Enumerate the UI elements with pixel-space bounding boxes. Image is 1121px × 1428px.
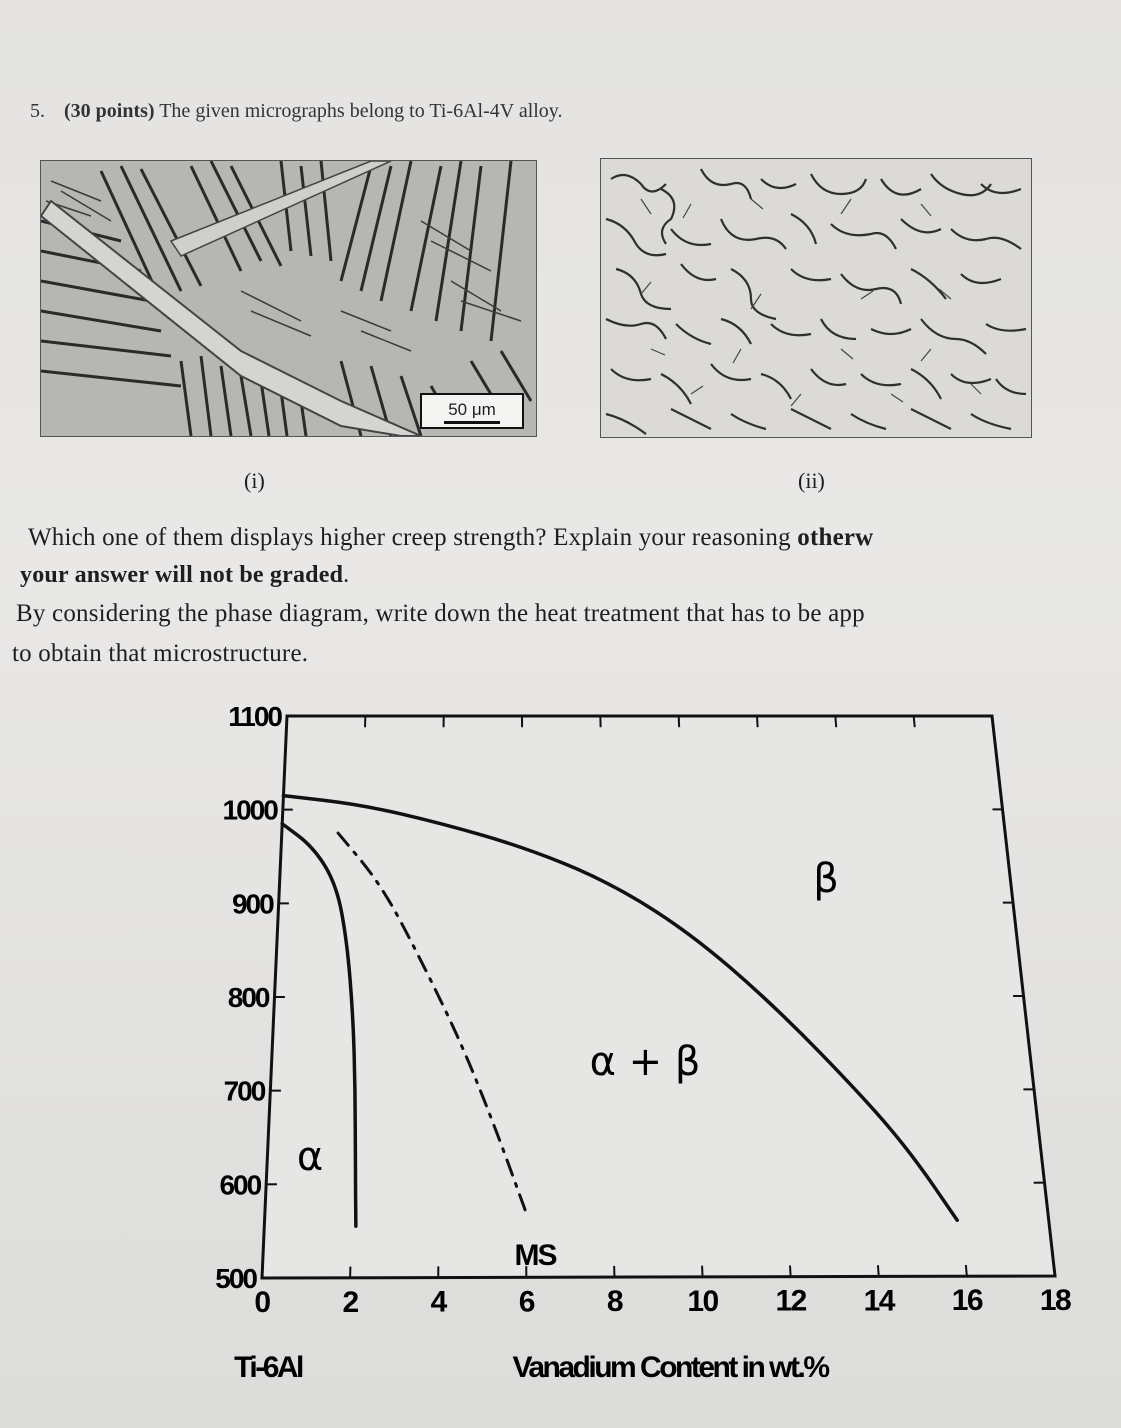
caption-i: (i) — [244, 468, 265, 493]
x-tick-label: 6 — [518, 1285, 534, 1319]
x-tick-label: 4 — [430, 1285, 446, 1319]
x-tick-top — [757, 716, 758, 727]
x-tick-label: 2 — [342, 1285, 358, 1319]
line2-end: . — [343, 562, 350, 588]
x-tick-label: 10 — [687, 1284, 718, 1318]
y-tick-label: 700 — [223, 1075, 265, 1107]
question-header — [30, 100, 563, 123]
question-line-2 — [20, 562, 349, 589]
y-tick-label: 800 — [227, 982, 269, 1013]
phase-diagram — [0, 680, 1121, 1420]
region-label-ms: MS — [514, 1239, 556, 1272]
x-tick-top — [914, 716, 915, 727]
question-points: (30 points) — [64, 100, 155, 122]
micrograph-equiaxed — [600, 158, 1032, 438]
x-tick — [966, 1265, 967, 1276]
x-tick-label: 18 — [1039, 1284, 1071, 1317]
region-label-alpha: α — [296, 1134, 324, 1180]
y-tick-label: 900 — [231, 888, 273, 920]
y-tick-label: 1100 — [228, 701, 281, 732]
caption-ii: (ii) — [798, 468, 825, 493]
question-text: The given micrographs belong to Ti-6Al-4V alloy. — [159, 100, 563, 122]
plot-frame — [262, 716, 1055, 1278]
x-tick-top — [992, 716, 993, 727]
x-tick — [262, 1267, 263, 1278]
x-tick — [1054, 1265, 1055, 1276]
y-tick-label: 500 — [215, 1263, 256, 1294]
x-tick — [878, 1265, 879, 1276]
x-tick-top — [287, 716, 288, 727]
line1-text: Which one of them displays higher creep strength? Explain your reasoning — [28, 524, 798, 551]
scale-bar: 50 μm — [420, 393, 524, 429]
question-line-1 — [28, 524, 873, 552]
x-tick — [790, 1265, 791, 1276]
region-label-alpha-beta: α + β — [589, 1039, 701, 1085]
x-axis-label: Vanadium Content in wt.% — [512, 1351, 828, 1384]
region-label-beta: β — [813, 856, 839, 902]
x-origin-label: Ti-6Al — [234, 1351, 302, 1384]
question-line-4: to obtain that microstructure. — [12, 640, 309, 667]
x-tick-label: 8 — [606, 1285, 623, 1319]
question-line-3: By considering the phase diagram, write down the heat treatment that has to be app — [16, 600, 865, 627]
line2-bold: your answer will not be graded — [20, 562, 344, 588]
x-tick-label: 14 — [863, 1284, 894, 1318]
x-tick-label: 0 — [254, 1286, 270, 1319]
x-tick-top — [835, 716, 836, 727]
y-tick-label: 600 — [219, 1169, 261, 1201]
x-tick-label: 16 — [951, 1284, 983, 1318]
x-tick-label: 12 — [775, 1284, 806, 1318]
question-number: 5. — [30, 100, 45, 122]
line1-bold: otherw — [797, 524, 874, 551]
y-tick-label: 1000 — [222, 794, 277, 826]
